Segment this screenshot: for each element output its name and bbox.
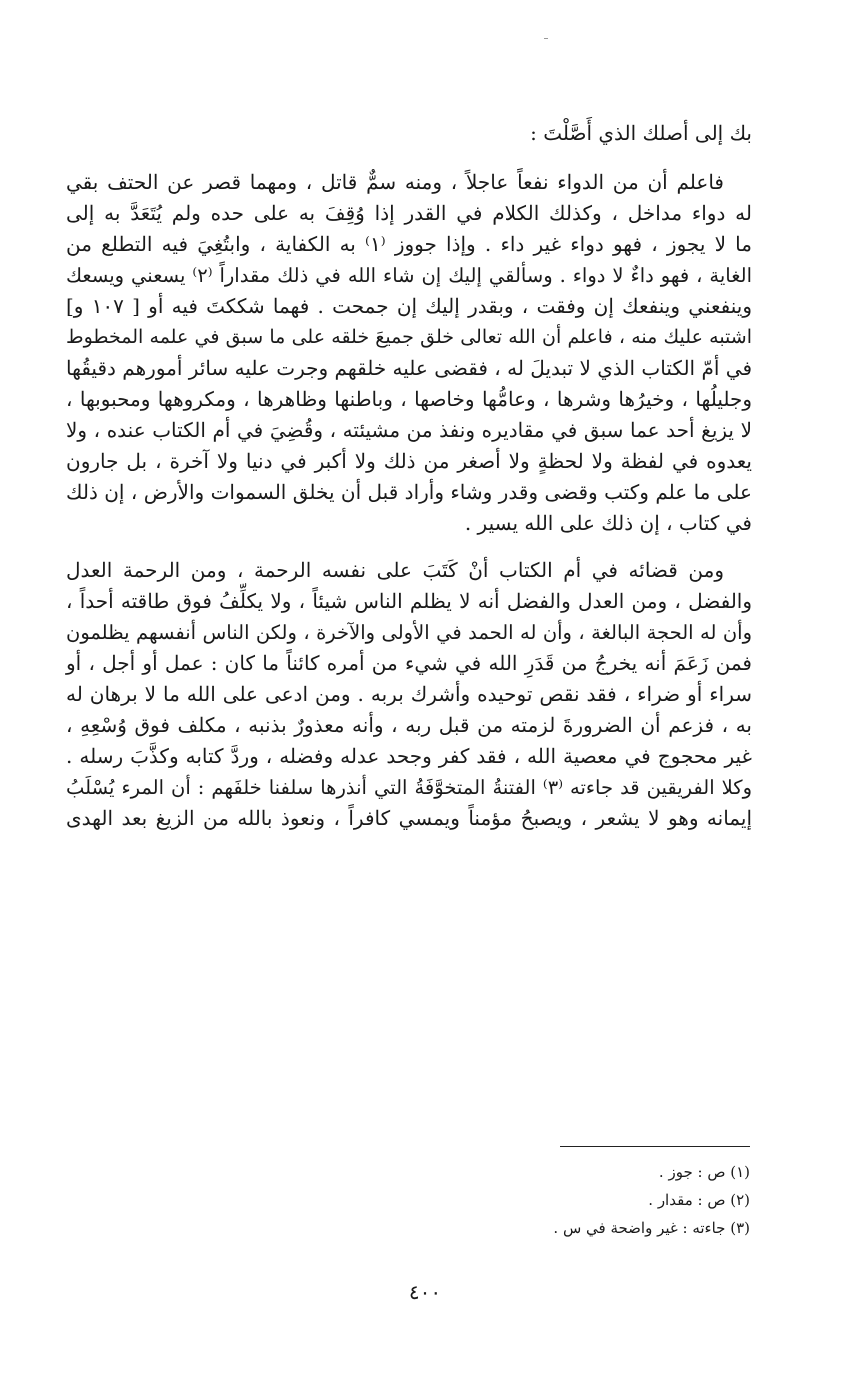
page-body (66, 118, 752, 834)
text-line: والفضل ، ومن العدل والفضل أنه لا يظلم الناس شيئاً ، ولا يكلِّفُ فوق طاقته أحداً ، (66, 589, 752, 613)
text-line: به ، فزعم أن الضرورةَ لزمته من قبل ربه ، وأنه معذورٌ بذنبه ، مكلف فوق وُسْعِهِ ، (66, 713, 752, 737)
footnote: (١) ص : جوز . (658, 1163, 750, 1181)
footnotes (400, 1158, 750, 1242)
text-line: فمن زَعَمَ أنه يخرجُ من قَدَرِ الله في شيء من أمره كائناً ما كان : عمل أو أجل ، أو (66, 651, 752, 675)
paragraph-1 (66, 167, 752, 539)
text-line: وكلا الفريقين قد جاءته ⁽٣⁾ الفتنةُ المتخوَّفَةُ التي أنذرها سلفنا خلفَهم : أن المرء يُسْلَبُ (66, 776, 753, 799)
footnote: (٢) ص : مقدار . (648, 1191, 750, 1209)
paragraph-2 (66, 555, 752, 834)
text-line: في أمّ الكتاب الذي لا تبديلَ له ، فقضى عليه خلقهم وجرت عليه سائر أمورهم دقيقُها (66, 356, 752, 380)
text-line: ومن قضائه في أم الكتاب أنْ كَتَبَ على نفسه الرحمة ، ومن الرحمة العدل (66, 558, 724, 582)
text-line: غير محجوج في معصية الله ، فقد كفر وجحد عدله وفضله ، وردَّ كتابه وكذَّبَ رسله . (66, 744, 752, 768)
text-line: إيمانه وهو لا يشعر ، ويصبحُ مؤمناً ويمسي كافراً ، ونعوذ بالله من الزيغ بعد الهدى (66, 806, 752, 830)
text-line: لا يزيغ أحد عما سبق في مقاديره ونفذ من مشيئته ، وقُضِيَ في أم الكتاب عنده ، ولا (66, 418, 752, 442)
text-line: وأن له الحجة البالغة ، وأن له الحمد في الأولى والآخرة ، ولكن الناس أنفسهم يظلمون (66, 621, 752, 644)
text-line: له دواء مداخل ، وكذلك الكلام في القدر إذا وُقِفَ به على حده ولم يُتَعَدَّ به إلى (66, 201, 752, 225)
text-line: في كتاب ، إن ذلك على الله يسير . (464, 511, 752, 535)
text-line: على ما علم وكتب وقضى وقدر وشاء وأراد قبل أن يخلق السموات والأرض ، إن ذلك (66, 480, 752, 504)
text-line: وجليلُها ، وخيرُها وشرها ، وعامُّها وخاصها ، وباطنها وظاهرها ، ومكروهها ومحبوبها ، (66, 387, 752, 411)
text-line: الغاية ، فهو داءٌ لا دواء . وسألقي إليك إن شاء الله في ذلك مقداراً ⁽٢⁾ يسعني ويسعك (66, 264, 752, 287)
text-line: فاعلم أن من الدواء نفعاً عاجلاً ، ومنه سمٌّ قاتل ، ومهما قصر عن الحتف بقي (66, 170, 724, 194)
text-line: ما لا يجوز ، فهو دواء غير داء . وإذا جووز ⁽١⁾ به الكفاية ، وابتُغِيَ فيه التطلع من (66, 232, 752, 256)
text-line: اشتبه عليك منه ، فاعلم أن الله تعالى خلق جميعَ خلقه على ما سبق في علمه المخطوط (66, 326, 752, 348)
text-line: بك إلى أصلك الذي أَصَّلْتَ : (530, 121, 752, 145)
text-line: يعدوه في لفظة ولا لحظةٍ ولا أصغر من ذلك ولا أكبر في دنيا ولا آخرة ، بل جارون (66, 449, 752, 473)
text-line: سراء أو ضراء ، فقد نقص توحيده وأشرك بربه . ومن ادعى على الله ما لا برهان له (66, 682, 752, 706)
page-number: ٤٠٠ (408, 1280, 442, 1304)
footnote: (٣) جاءته : غير واضحة في س . (553, 1219, 750, 1237)
text-line: وينفعني وينفعك إن وفقت ، وبقدر إليك إن جمحت . فهما شككتَ فيه أو [ ١٠٧ و] (66, 294, 752, 318)
scan-speck (544, 38, 548, 39)
footnote-divider (560, 1146, 750, 1147)
intro-paragraph (66, 118, 752, 149)
